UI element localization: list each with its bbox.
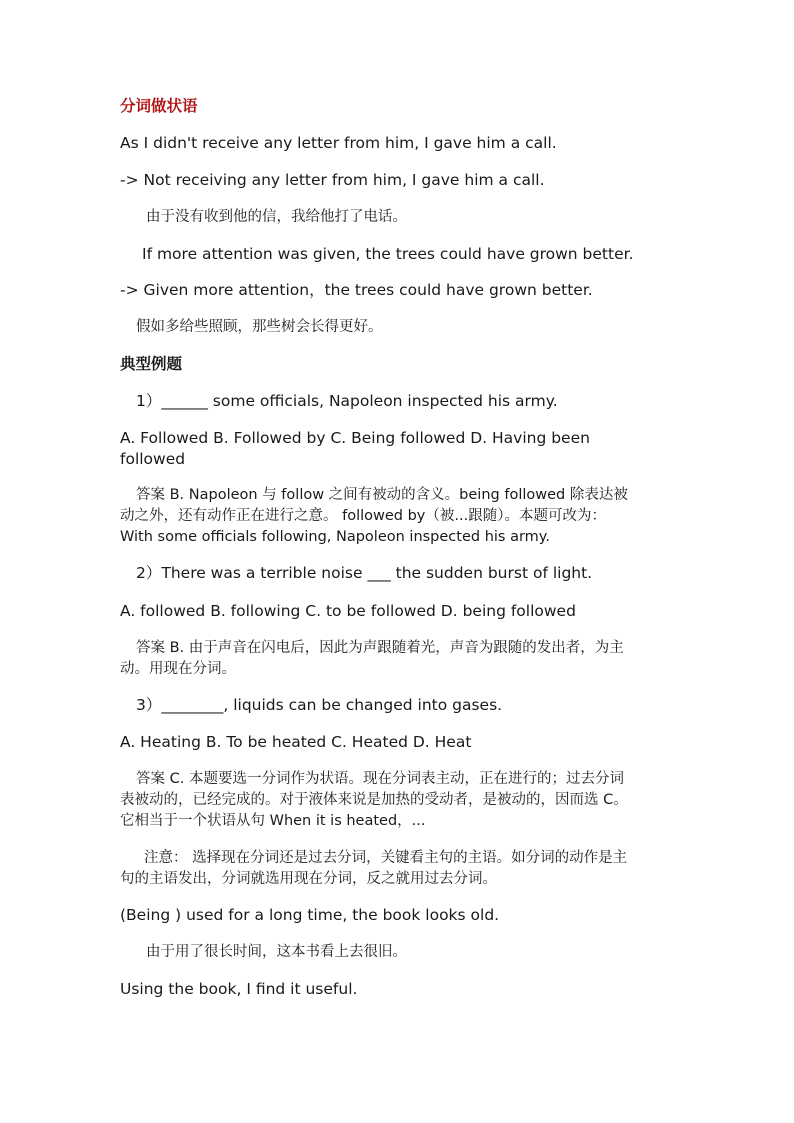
question-1-answer-2: 动之外，还有动作正在进行之意。 followed by（被...跟随）。本题可改为： bbox=[120, 508, 606, 524]
question-2-answer-2: 动。用现在分词。 bbox=[120, 661, 236, 677]
example-4-sentence: Using the book, I find it useful. bbox=[120, 980, 358, 998]
example-3-sentence: (Being ) used for a long time, the book looks old. bbox=[120, 906, 500, 924]
question-3-options: A. Heating B. To be heated C. Heated D. Heat bbox=[120, 733, 472, 751]
question-3: 3）________, liquids can be changed into gases. bbox=[136, 696, 503, 714]
question-3-answer-3: 它相当于一个状语从句 When it is heated，... bbox=[120, 813, 426, 829]
example-1-translation: 由于没有收到他的信，我给他打了电话。 bbox=[146, 209, 407, 225]
question-1: 1）______ some officials, Napoleon inspected his army. bbox=[136, 392, 558, 410]
question-2-answer-1: 答案 B. 由于声音在闪电后，因此为声跟随着光，声音为跟随的发出者，为主 bbox=[136, 640, 624, 656]
note-line-2: 句的主语发出，分词就选用现在分词，反之就用过去分词。 bbox=[120, 871, 497, 887]
question-2: 2）There was a terrible noise ___ the sudden burst of light. bbox=[136, 564, 593, 582]
question-3-answer-2: 表被动的，已经完成的。对于液体来说是加热的受动者，是被动的，因而选 C。 bbox=[120, 792, 628, 808]
examples-heading: 典型例题 bbox=[120, 355, 183, 373]
example-1-rewrite: -> Not receiving any letter from him, I gave him a call. bbox=[120, 171, 545, 189]
example-3-translation: 由于用了很长时间，这本书看上去很旧。 bbox=[146, 944, 407, 960]
example-2-translation: 假如多给些照顾，那些树会长得更好。 bbox=[136, 319, 383, 335]
question-1-answer-1: 答案 B. Napoleon 与 follow 之间有被动的含义。being followed 除表达被 bbox=[136, 487, 628, 503]
question-2-options: A. followed B. following C. to be followed D. being followed bbox=[120, 602, 576, 620]
example-1-sentence: As I didn't receive any letter from him, I gave him a call. bbox=[120, 134, 557, 152]
example-2-sentence: If more attention was given, the trees could have grown better. bbox=[142, 245, 634, 263]
example-2-rewrite: -> Given more attention，the trees could have grown better. bbox=[120, 281, 593, 299]
note-line-1: 注意： 选择现在分词还是过去分词，关键看主句的主语。如分词的动作是主 bbox=[144, 850, 628, 866]
question-1-options: A. Followed B. Followed by C. Being followed D. Having been bbox=[120, 429, 590, 447]
question-1-answer-3: With some officials following, Napoleon inspected his army. bbox=[120, 529, 550, 545]
question-1-options-cont: followed bbox=[120, 450, 186, 468]
question-3-answer-1: 答案 C. 本题要选一分词作为状语。现在分词表主动，正在进行的；过去分词 bbox=[136, 771, 624, 787]
section-title: 分词做状语 bbox=[120, 97, 198, 115]
